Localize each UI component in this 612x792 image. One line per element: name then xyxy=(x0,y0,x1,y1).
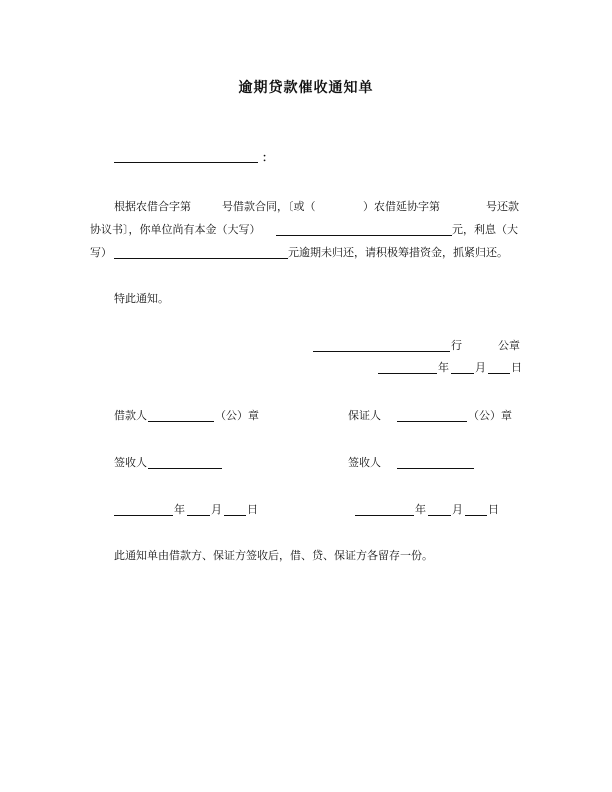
borrower-seal-label: （公）章 xyxy=(215,409,259,422)
para1-line3-seg1: 写） xyxy=(90,246,112,259)
borrower-day-label: 日 xyxy=(247,503,258,516)
notice-text: 特此通知。 xyxy=(114,292,169,305)
borrower-blank xyxy=(148,421,214,422)
guarantor-label: 保证人 xyxy=(348,409,381,422)
footer-note: 此通知单由借款方、保证方签收后，借、贷、保证方各留存一份。 xyxy=(114,549,433,562)
borrower-receiver-label: 签收人 xyxy=(114,456,147,469)
principal-blank xyxy=(276,235,452,236)
bank-label: 行 xyxy=(451,339,462,352)
borrower-month-blank xyxy=(187,515,210,516)
borrower-year-label: 年 xyxy=(174,503,185,516)
borrower-year-blank xyxy=(114,515,173,516)
interest-blank xyxy=(114,258,288,259)
borrower-month-label: 月 xyxy=(211,503,222,516)
bank-day-label: 日 xyxy=(511,361,522,374)
para1-line2-seg1: 协议书〕，你单位尚有本金（大写） xyxy=(90,223,261,236)
bank-month-label: 月 xyxy=(475,361,486,374)
bank-year-blank xyxy=(378,373,437,374)
guarantor-receiver-label: 签收人 xyxy=(348,456,381,469)
guarantor-blank xyxy=(397,421,467,422)
borrower-receiver-blank xyxy=(148,468,222,469)
bank-seal-label: 公章 xyxy=(498,339,520,352)
addressee-blank xyxy=(114,162,258,163)
borrower-label: 借款人 xyxy=(114,409,147,422)
para1-line1-seg1: 根据农借合字第 xyxy=(114,200,191,213)
borrower-day-blank xyxy=(224,515,246,516)
para1-line2-seg2: 元，利息（大 xyxy=(452,223,518,236)
addressee-colon: ： xyxy=(262,151,273,164)
document-title: 逾期贷款催收通知单 xyxy=(238,80,374,96)
guarantor-receiver-blank xyxy=(397,468,474,469)
para1-line1-seg4: 号还款 xyxy=(486,200,519,213)
guarantor-day-blank xyxy=(465,515,487,516)
bank-month-blank xyxy=(451,373,474,374)
guarantor-year-blank xyxy=(355,515,414,516)
guarantor-month-label: 月 xyxy=(452,503,463,516)
para1-line3-seg2: 元逾期未归还，请积极筹措资金，抓紧归还。 xyxy=(288,246,508,259)
bank-day-blank xyxy=(488,373,510,374)
para1-line1-seg2: 号借款合同，〔或（ xyxy=(222,200,316,213)
bank-name-blank xyxy=(313,351,450,352)
para1-line1-seg3: ）农借延协字第 xyxy=(363,200,440,213)
guarantor-seal-label: （公）章 xyxy=(468,409,512,422)
guarantor-year-label: 年 xyxy=(415,503,426,516)
bank-year-label: 年 xyxy=(438,361,449,374)
guarantor-month-blank xyxy=(428,515,451,516)
guarantor-day-label: 日 xyxy=(488,503,499,516)
